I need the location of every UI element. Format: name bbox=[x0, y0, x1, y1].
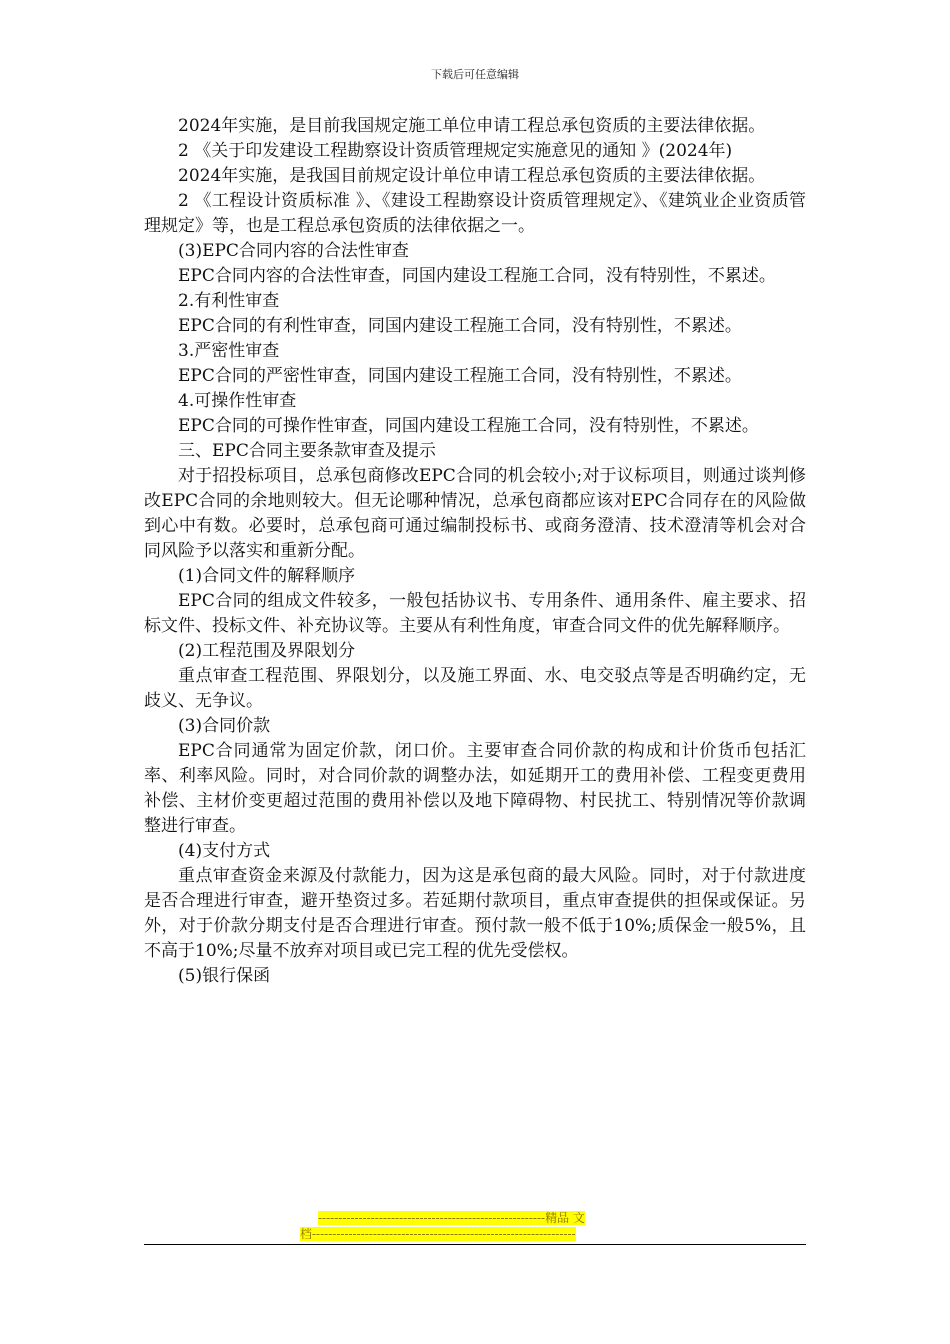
paragraph: 2024年实施，是我国目前规定设计单位申请工程总承包资质的主要法律依据。 bbox=[178, 166, 766, 186]
section-heading: 三、EPC合同主要条款审查及提示 bbox=[178, 441, 436, 461]
paragraph: EPC合同内容的合法性审查，同国内建设工程施工合同，没有特别性，不累述。 bbox=[178, 266, 776, 286]
paragraph: EPC合同的严密性审查，同国内建设工程施工合同，没有特别性，不累述。 bbox=[178, 366, 742, 386]
paragraph: 重点审查资金来源及付款能力，因为这是承包商的最大风险。同时，对于付款进度是否合理进行审查，避开垫资过多。若延期付款项目，重点审查提供的担保或保证。另外，对于价款分期支付是否合理进行审查。预付款一般不低于10%;质保金一般5%，且不高于10%;尽量不放弃对项目或已完工程的优先受偿权。 bbox=[144, 866, 806, 961]
paragraph: 2 《工程设计资质标准 》、《建设工程勘察设计资质管理规定》、《建筑业企业资质管理规定》等，也是工程总承包资质的法律依据之一。 bbox=[144, 191, 806, 236]
page-footer bbox=[300, 1210, 650, 1242]
paragraph: EPC合同通常为固定价款，闭口价。主要审查合同价款的构成和计价货币包括汇率、利率风险。同时，对合同价款的调整办法，如延期开工的费用补偿、工程变更费用补偿、主材价变更超过范围的费用补偿以及地下障碍物、村民扰工、特别情况等价款调整进行审查。 bbox=[144, 741, 806, 836]
section-heading: 4.可操作性审查 bbox=[178, 391, 297, 411]
section-heading: (3)EPC合同内容的合法性审查 bbox=[178, 241, 409, 261]
paragraph: EPC合同的组成文件较多，一般包括协议书、专用条件、通用条件、雇主要求、招标文件、投标文件、补充协议等。主要从有利性角度，审查合同文件的优先解释顺序。 bbox=[144, 591, 806, 636]
section-heading: (3)合同价款 bbox=[178, 716, 271, 736]
paragraph: 对于招投标项目，总承包商修改EPC合同的机会较小;对于议标项目，则通过谈判修改EPC合同的余地则较大。但无论哪种情况，总承包商都应该对EPC合同存在的风险做到心中有数。必要时，总承包商可通过编制投标书、或商务澄清、技术澄清等机会对合同风险予以落实和重新分配。 bbox=[144, 466, 806, 561]
footer-line-2: 档----------------------------------------------------------------- bbox=[300, 1227, 576, 1241]
paragraph: 2 《关于印发建设工程勘察设计资质管理规定实施意见的通知 》(2024年) bbox=[178, 141, 733, 161]
paragraph: EPC合同的有利性审查，同国内建设工程施工合同，没有特别性，不累述。 bbox=[178, 316, 742, 336]
section-heading: 2.有利性审查 bbox=[178, 291, 280, 311]
paragraph: 2024年实施，是目前我国规定施工单位申请工程总承包资质的主要法律依据。 bbox=[178, 116, 766, 136]
section-heading: (4)支付方式 bbox=[178, 841, 271, 861]
footer-divider bbox=[144, 1244, 806, 1245]
footer-line-1: --------------------------------------------------------精品 文 bbox=[318, 1211, 585, 1225]
section-heading: 3.严密性审查 bbox=[178, 341, 280, 361]
section-heading: (2)工程范围及界限划分 bbox=[178, 641, 356, 661]
section-heading: (5)银行保函 bbox=[178, 966, 271, 986]
section-heading: (1)合同文件的解释顺序 bbox=[178, 566, 356, 586]
document-body bbox=[144, 114, 806, 989]
paragraph: EPC合同的可操作性审查，同国内建设工程施工合同，没有特别性，不累述。 bbox=[178, 416, 759, 436]
paragraph: 重点审查工程范围、界限划分，以及施工界面、水、电交驳点等是否明确约定，无歧义、无争议。 bbox=[144, 666, 806, 711]
page-header: 下载后可任意编辑 bbox=[431, 68, 519, 81]
